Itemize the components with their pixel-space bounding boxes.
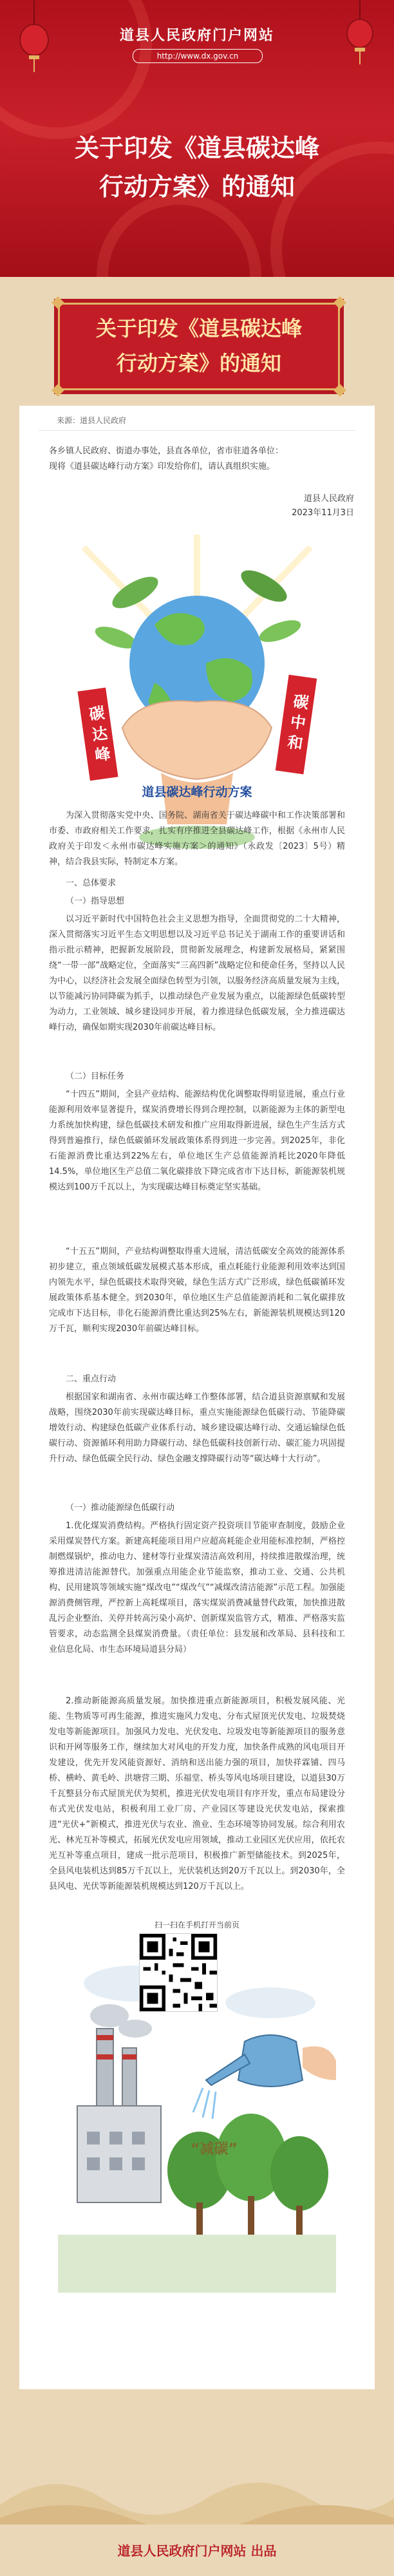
section-heading: 二、重点行动	[66, 1374, 117, 1384]
banner-title-line: 行动方案》的通知	[116, 351, 281, 375]
article-source: 来源：道县人民政府	[57, 416, 127, 425]
footer-credit: 道县人民政府门户网站 出品	[117, 2543, 277, 2559]
section-heading: 一、总体要求	[66, 878, 117, 888]
banner-title	[60, 311, 338, 381]
globe-banner-right: 碳中和	[286, 692, 310, 753]
title-banner	[58, 303, 340, 390]
issue-date: 2023年11月3日	[292, 508, 354, 518]
goal-paragraph-2: “十五五”期间，产业结构调整取得重大进展，清洁低碳安全高效的能源体系初步建立，重点领域低碳发展模式基本形成，重点耗能行业能源利用效率达到国内领先水平，绿色低碳技术取得突破，绿色生活方式广泛形成，绿色低碳循环发展政策体系基本健全。到2030年，单位地区生产总值能源消耗和二氧化碳排放完成市下达目标，非化石能源消费比重达到25%左右，新能源装机规模达到120万千瓦，顺利实现2030年前碳达峰目标。	[49, 1247, 345, 1334]
subsection-heading: （一）推动能源绿色低碳行动	[66, 1503, 175, 1513]
header-hero	[0, 0, 394, 277]
qr-code[interactable]	[139, 1933, 218, 2012]
corner-ornament	[52, 296, 64, 309]
corner-ornament	[333, 296, 346, 309]
globe-banner-left: 碳达峰	[88, 703, 112, 765]
site-name: 道县人民政府门户网站	[119, 27, 274, 44]
goal-paragraph-1: “十四五”期间，全县产业结构、能源结构优化调整取得明显进展，重点行业能源利用效率显著提升，煤炭消费增长得到合理控制，以新能源为主体的新型电力系统加快构建，绿色低碳技术研发和推广应用取得新进展，绿色生产生活方式得到普遍推行，绿色低碳循环发展政策体系得到进一步完善。到2025年，非化石能源消费比重达到22%左右，单位地区生产总值能源消耗比2020年降低14.5%，单位地区生产总值二氧化碳排放下降完成省市下达目标，新能源装机规模达到100万千瓦以上，为实现碳达峰目标奠定坚实基础。	[49, 1090, 345, 1192]
subsection-heading: （一）指导思想	[66, 896, 125, 906]
hero-title-line: 关于印发《道县碳达峰	[74, 133, 319, 162]
hero-title-line: 行动方案》的通知	[98, 172, 295, 201]
corner-ornament	[333, 384, 346, 397]
hero-title	[39, 129, 355, 206]
footer-decoration	[0, 2409, 394, 2524]
key-actions-paragraph: 根据国家和湖南省、永州市碳达峰工作整体部署，结合道县资源禀赋和发展战略，围绕2030年前实现碳达峰目标，重点实施能源绿色低碳行动、节能降碳增效行动、构建绿色低碳产业体系行动、城乡建设碳达峰行动、交通运输绿色低碳行动、资源循环利用助力降碳行动、绿色低碳科技创新行动、碳汇能力巩固提升行动、绿色低碳全民行动、绿色金融支撑降碳行动等“碳达峰十大行动”。	[49, 1392, 345, 1464]
preamble-paragraph: 为深入贯彻落实党中央、国务院、湖南省关于碳达峰碳中和工作决策部署和市委、市政府相关工作要求，扎实有序推进全县碳达峰工作，根据《永州市人民政府关于印发＜永州市碳达峰实施方案＞的通知》（永政发〔2023〕5号）精神，结合我县实际，特制定本方案。	[49, 811, 345, 867]
subsection-heading: （二）目标任务	[66, 1072, 125, 1081]
plan-title: 道县碳达峰行动方案	[142, 785, 252, 799]
guiding-paragraph: 以习近平新时代中国特色社会主义思想为指导，全面贯彻党的二十大精神，深入贯彻落实习近平生态文明思想以及习近平总书记关于湖南工作的重要讲话和指示批示精神，把握新发展阶段，贯彻新发展理念，构建新发展格局，紧紧围绕“一带一部”战略定位，全面落实“三高四新”战略定位和使命任务，坚持以人民为中心，以经济社会发展全面绿色转型为引领，以服务经济高质量发展为主线，以节能减污协同降碳为抓手，以推动绿色产业发展为重点，以能源绿色低碳转型为动力，工业领域、城乡建设同步开展，着力推进绿色低碳发展，全力推进碳达峰行动，确保如期实现2030年前碳达峰目标。	[49, 914, 345, 1032]
corner-ornament	[52, 384, 64, 397]
qr-caption: 扫一扫在手机打开当前页	[154, 1920, 239, 1929]
salutation: 各乡镇人民政府、街道办事处，县直各单位，省市驻道各单位：	[49, 446, 284, 456]
banner-title-line: 关于印发《道县碳达峰	[95, 316, 302, 341]
article-card	[19, 406, 375, 2389]
site-url[interactable]: http://www.dx.gov.cn	[133, 49, 263, 63]
intro-text: 现将《道县碳达峰行动方案》印发给你们，请认真组织实施。	[49, 462, 276, 471]
coal-paragraph: 1.优化煤炭消费结构。严格执行固定资产投资项目节能审查制度，鼓励企业采用煤炭替代方案。新建高耗能项目用户应超高耗能企业用能标准控制，严格控制燃煤锅炉，推动电力、建材等行业煤炭清洁高效利用，持续推进散煤治理，统筹推进清洁能源替代。加强重点用能企业节能监察，推动工业、交通、公共机构、民用建筑等领域实施“煤改电”“煤改气”“减煤改清洁能源”示范工程。加强能源消费侧管理，严控新上高耗煤项目，落实煤炭消费减量替代政策，加快推进散乱污企业整治、关停并转高污染小高炉、创新煤炭监管方式，精准、严格落实监管要求，动态监测全县煤炭消费量。（责任单位：县发展和改革局、县科技和工业信息化局、市生态环境局道县分局）	[49, 1521, 345, 1654]
issuer: 道县人民政府	[303, 494, 354, 504]
renewable-paragraph: 2.推动新能源高质量发展。加快推进重点新能源项目，积极发展风能、光能、生物质等可再生能源，推进实施风力发电、分布式屋顶光伏发电、垃圾焚烧发电等新能源项目。加强风力发电、光伏发电、垃圾发电等新能源项目的服务意识和开网等服务工作，继续加大对风电的开发力度，加快条件成熟的风电项目开发建设，优先开发风能资源好、消纳和送出能力强的项目，加快祥霖铺、四马桥、横岭、黄毛岭、洪塘营三期、乐福堂、桥头等风电场项目建设，以道县30万千瓦整县分布式屋顶光伏为契机，推进光伏发电项目有序开发，重点布局建设分布式光伏发电站，积极利用工业厂房、产业园区等建设光伏发电站，探索推进“光伏+”新模式，推进光伏与农业、渔业、生态环境等协同发展。综合利用农光、林光互补等模式，拓展光伏发电应用领域，推动工业园区光伏应用，依托农光互补等重点项目，建成一批示范项目，积极推广新型储能技术。到2025年，全县风电装机达到85万千瓦以上，光伏装机达到20万千瓦以上。到2030年，全县风电、光伏等新能源装机规模达到120万千瓦以上。	[49, 1696, 345, 1891]
reduce-carbon-label: “减碳”	[191, 2141, 238, 2157]
divider	[39, 430, 355, 431]
